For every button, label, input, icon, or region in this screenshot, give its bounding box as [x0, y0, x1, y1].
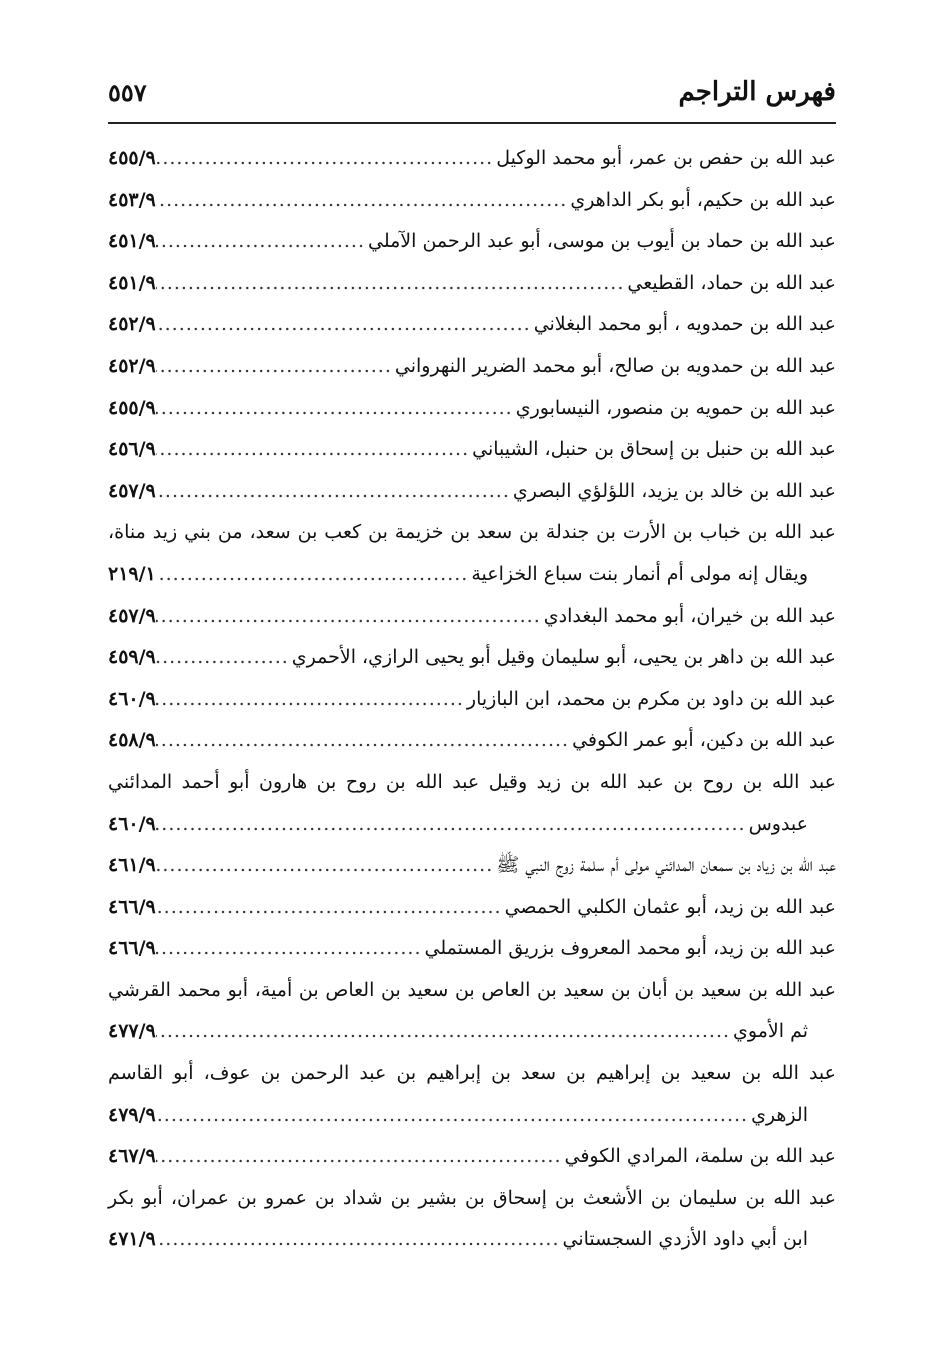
entry-line: [108, 304, 836, 346]
entry-reference: ٤٥٢/٩: [108, 354, 156, 377]
entry-line: [108, 928, 836, 970]
entry-name: عبد الله بن حمدويه بن صالح، أبو محمد الضرير النهرواني: [394, 354, 836, 377]
index-entry: [108, 845, 836, 887]
index-page: [108, 68, 836, 1261]
entry-reference: ٤٧١/٩: [108, 1228, 156, 1251]
entry-name: عبد الله بن زيد، أبو محمد المعروف بزريق المستملي: [424, 937, 836, 960]
index-entry: [108, 221, 836, 263]
index-entry: [108, 471, 836, 513]
entry-name: الزهري: [751, 1103, 808, 1126]
dot-leader: [156, 1011, 733, 1053]
entry-first-line: عبد الله بن سليمان بن الأشعث بن إسحاق بن بشير بن شداد بن عمرو بن عمران، أبو بكر: [108, 1186, 836, 1209]
entry-reference: ٤٧٧/٩: [108, 1020, 156, 1043]
entry-reference: ٢١٩/١: [108, 562, 156, 585]
entry-reference: ٤٥٧/٩: [108, 604, 156, 627]
entry-name: عبد الله بن خيران، أبو محمد البغدادي: [543, 604, 836, 627]
entry-name: عبد الله بن داود بن مكرم بن محمد، ابن البازيار: [466, 687, 836, 710]
dot-leader: [156, 429, 472, 471]
dot-leader: [156, 1095, 751, 1137]
entry-name: عبد الله بن حكيم، أبو بكر الداهري: [570, 188, 836, 211]
entry-name: عبد الله بن سلمة، المرادي الكوفي: [564, 1145, 836, 1168]
entry-reference: ٤٥٥/٩: [108, 147, 156, 169]
entry-name: عبد الله بن حمدويه ، أبو محمد البغلاني: [533, 313, 836, 336]
entry-name: عبد الله بن حمويه بن منصور، النيسابوري: [515, 396, 836, 419]
entry-line: [108, 887, 836, 929]
dot-leader: [156, 679, 467, 721]
entry-reference: ٤٥٩/٩: [108, 646, 156, 669]
entry-line: [108, 221, 836, 263]
entry-line: [108, 1011, 836, 1053]
entry-first-line: عبد الله بن خباب بن الأرت بن جندلة بن سعد بن خزيمة بن كعب بن سعد، من بني زيد مناة،: [108, 521, 836, 544]
index-entry: [108, 304, 836, 346]
entry-first-line: عبد الله بن سعيد بن إبراهيم بن سعد بن إبراهيم بن عبد الرحمن بن عوف، أبو القاسم: [108, 1062, 836, 1085]
entry-line: [108, 720, 836, 762]
entry-name: عبد الله بن حماد، القطيعي: [627, 271, 836, 294]
entry-line: [108, 554, 836, 596]
entry-line: [108, 596, 836, 638]
dot-leader: [156, 471, 513, 513]
index-entry: [108, 637, 836, 679]
index-entry: [108, 679, 836, 721]
index-entry: [108, 1178, 836, 1261]
dot-leader: [156, 720, 572, 762]
dot-leader: [156, 804, 749, 846]
entry-reference: ٤٥٢/٩: [108, 313, 156, 336]
entry-name: عبد الله بن زياد بن سمعان المدائني مولى أم سلمة زوج النبي ﷺ: [496, 854, 836, 877]
entry-name: عبد الله بن خالد بن يزيد، اللؤلؤي البصري: [512, 479, 836, 502]
entry-reference: ٤٥١/٩: [108, 230, 156, 253]
entry-first-line: عبد الله بن روح بن عبد الله بن زيد وقيل عبد الله بن روح بن هارون أبو أحمد المدائني: [108, 770, 836, 793]
index-entry: [108, 1053, 836, 1136]
entry-name: ابن أبي داود الأزدي السجستاني: [562, 1228, 808, 1251]
entry-line: [108, 804, 836, 846]
index-entry: [108, 928, 836, 970]
dot-leader: [156, 304, 534, 346]
index-entry: [108, 762, 836, 845]
entry-name: عبد الله بن حفص بن عمر، أبو محمد الوكيل: [496, 147, 836, 169]
entry-reference: ٤٦١/٩: [108, 854, 156, 877]
entry-list: [108, 138, 836, 1261]
entry-reference: ٤٥٨/٩: [108, 729, 156, 752]
entry-line: [108, 471, 836, 513]
page-number: ٥٥٧: [108, 77, 147, 107]
index-entry: [108, 1136, 836, 1178]
index-entry: [108, 346, 836, 388]
index-entry: [108, 720, 836, 762]
entry-first-line: عبد الله بن سعيد بن أبان بن سعيد بن العاص بن سعيد بن العاص بن أمية، أبو محمد القرشي: [108, 978, 836, 1001]
dot-leader: [156, 596, 544, 638]
index-entry: [108, 138, 836, 180]
entry-reference: ٤٦٠/٩: [108, 812, 156, 835]
page-header: [108, 68, 836, 116]
entry-line: [108, 346, 836, 388]
entry-reference: ٤٥٥/٩: [108, 396, 156, 419]
entry-line: [108, 138, 836, 180]
entry-reference: ٤٥٦/٩: [108, 438, 156, 461]
index-entry: [108, 970, 836, 1053]
entry-reference: ٤٦٦/٩: [108, 895, 156, 918]
entry-line: [108, 637, 836, 679]
entry-line: [108, 1219, 836, 1261]
entry-line: [108, 679, 836, 721]
dot-leader: [156, 554, 472, 596]
dot-leader: [156, 1219, 563, 1261]
entry-line: [108, 1136, 836, 1178]
entry-reference: ٤٧٩/٩: [108, 1103, 156, 1126]
index-entry: [108, 512, 836, 595]
dot-leader: [156, 263, 628, 305]
index-entry: [108, 596, 836, 638]
entry-line: [108, 845, 836, 887]
entry-name: عبد الله بن زيد، أبو عثمان الكلبي الحمصي: [504, 895, 836, 918]
entry-name: عبد الله بن دكين، أبو عمر الكوفي: [572, 729, 836, 752]
index-entry: [108, 887, 836, 929]
entry-reference: ٤٦٧/٩: [108, 1145, 156, 1168]
index-entry: [108, 429, 836, 471]
dot-leader: [156, 346, 395, 388]
entry-line: [108, 388, 836, 430]
dot-leader: [156, 928, 425, 970]
entry-name: عبد الله بن حماد بن أيوب بن موسى، أبو عبد الرحمن الآملي: [368, 230, 836, 253]
entry-line: [108, 429, 836, 471]
dot-leader: [156, 887, 505, 929]
entry-name: ثم الأموي: [733, 1020, 808, 1043]
entry-name: ويقال إنه مولى أم أنمار بنت سباع الخزاعية: [471, 562, 808, 585]
entry-line: [108, 263, 836, 305]
dot-leader: [156, 388, 516, 430]
entry-reference: ٤٥٣/٩: [108, 188, 156, 211]
entry-reference: ٤٦٦/٩: [108, 937, 156, 960]
index-entry: [108, 180, 836, 222]
index-entry: [108, 388, 836, 430]
dot-leader: [156, 845, 496, 887]
entry-line: [108, 1095, 836, 1137]
dot-leader: [156, 180, 571, 222]
dot-leader: [156, 1136, 565, 1178]
dot-leader: [156, 138, 496, 180]
page-title: فهرس التراجم: [678, 77, 836, 107]
entry-reference: ٤٦٠/٩: [108, 687, 156, 710]
entry-name: عبد الله بن داهر بن يحيى، أبو سليمان وقيل أبو يحيى الرازي، الأحمري: [291, 646, 836, 669]
index-entry: [108, 263, 836, 305]
entry-reference: ٤٥٧/٩: [108, 479, 156, 502]
dot-leader: [156, 637, 292, 679]
entry-name: عبدوس: [748, 812, 808, 835]
entry-name: عبد الله بن حنبل بن إسحاق بن حنبل، الشيباني: [472, 438, 836, 461]
entry-line: [108, 180, 836, 222]
dot-leader: [156, 221, 368, 263]
header-rule: [108, 122, 836, 124]
entry-reference: ٤٥١/٩: [108, 271, 156, 294]
